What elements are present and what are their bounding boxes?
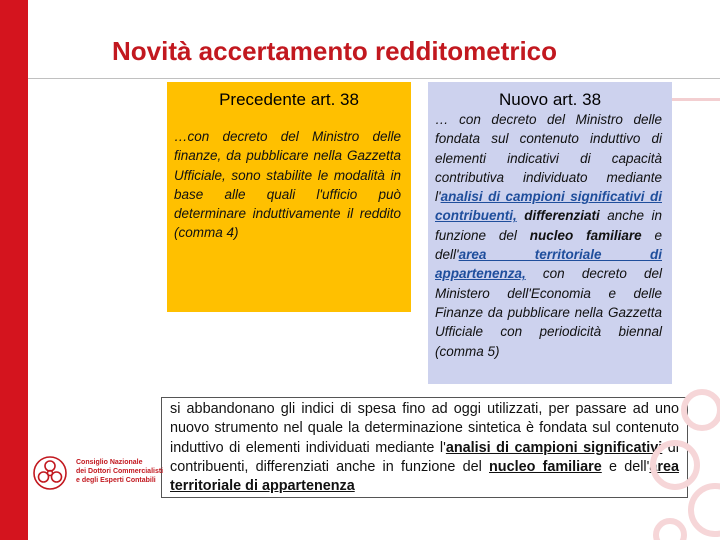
decorative-pattern	[630, 370, 720, 540]
summary-underline-nucleo: nucleo familiare	[489, 458, 602, 475]
logo-line-2: dei Dottori Commercialisti	[76, 468, 164, 475]
summary-part-3: e dell'	[601, 458, 650, 475]
logo-line-1: Consiglio Nazionale	[76, 459, 143, 466]
left-red-band	[0, 0, 28, 540]
slide-title: Novità accertamento redditometrico	[112, 36, 558, 66]
highlight-area-territoriale: area territoriale di appartenenza,	[435, 247, 662, 282]
previous-article-heading: Precedente art. 38	[219, 90, 359, 109]
cndcec-logo-icon	[32, 455, 68, 491]
cndcec-logo	[32, 452, 164, 496]
previous-article-box	[167, 82, 411, 312]
new-text-part-1: … con decreto del Ministro delle fondata sul contenuto induttivo di elementi indicativi di capacità contributiva individuato mediante l'	[435, 112, 662, 205]
bold-differenziati: differenziati	[524, 208, 600, 224]
previous-article-text: …con decreto del Ministro delle finanze, da pubblicare nella Gazzetta Ufficiale, sono stabilite le modalità in base alle quali l'ufficio può determinare induttivamente il reddito (comma 4)	[174, 129, 401, 241]
summary-text	[170, 400, 679, 496]
summary-box	[161, 397, 688, 498]
new-text-part-3: e dell'	[435, 227, 662, 263]
summary-underline-area: area territoriale di appartenenza	[170, 458, 679, 495]
bold-nucleo-familiare: nucleo familiare	[529, 227, 642, 243]
title-divider	[28, 78, 720, 79]
logo-line-3: e degli Esperti Contabili	[76, 477, 156, 484]
summary-underline-campioni: analisi di campioni significativi	[445, 439, 663, 456]
new-article-heading: Nuovo art. 38	[498, 90, 602, 109]
summary-part-2: di contribuenti, differenziati anche in funzione del	[170, 439, 680, 475]
new-article-text	[435, 110, 662, 361]
highlight-campioni: analisi di campioni significativi di contribuenti,	[435, 189, 662, 224]
logo-text	[76, 458, 163, 485]
new-article-box	[428, 82, 672, 384]
new-text-part-2: anche in funzione del	[435, 208, 662, 243]
new-text-part-4: con decreto del Ministero dell'Economia e delle Finanze da pubblicare nella Gazzetta Ufficiale con periodicità biennal (comma 5)	[435, 266, 662, 359]
summary-part-1: si abbandonano gli indici di spesa fino ad oggi utilizzati, per passare ad uno nuovo strumento nel quale la determinazione sintetica è fondata sul contenuto induttivo di elementi individuati mediante l'	[170, 401, 679, 456]
